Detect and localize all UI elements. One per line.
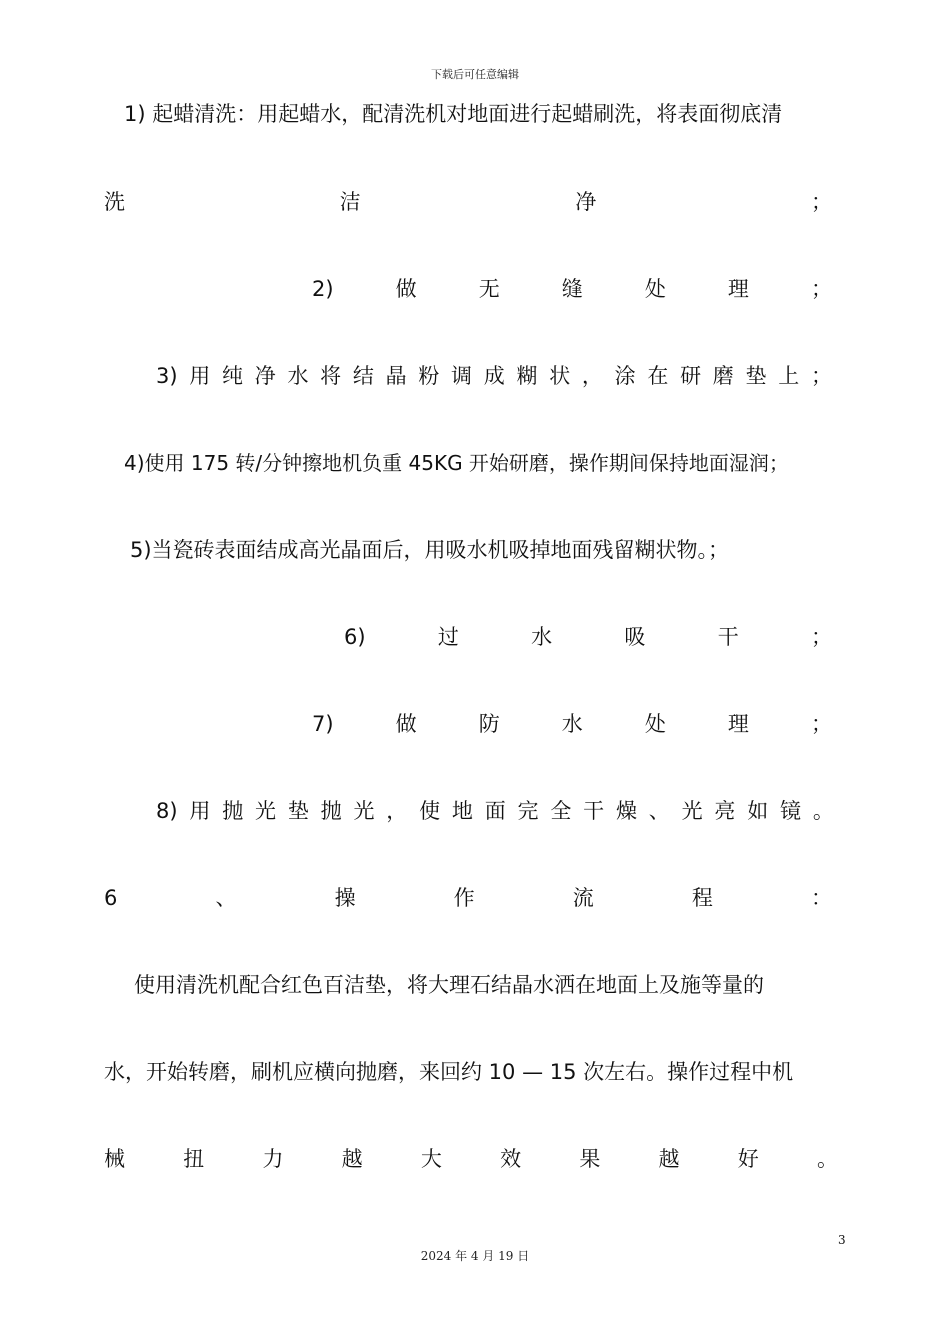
char: 磨 [712, 364, 734, 388]
char: 理 [727, 712, 749, 736]
char: 亮 [714, 799, 736, 823]
char: 成 [483, 364, 505, 388]
page-number: 3 [838, 1233, 846, 1247]
text-line-7 [344, 621, 832, 653]
char: 水 [287, 364, 309, 388]
text-line-2 [104, 186, 832, 218]
char: 程 [691, 886, 713, 910]
char: 在 [647, 364, 669, 388]
char: 好 [737, 1147, 759, 1171]
char: 完 [517, 799, 539, 823]
text-line-5: 4)使用 175 转/分钟擦地机负重 45KG 开始研磨，操作期间保持地面湿润； [124, 451, 789, 475]
char: ， [386, 799, 408, 823]
section-heading [104, 882, 832, 914]
char: 、 [215, 886, 237, 910]
char: 。 [812, 799, 834, 823]
char: 洗 [104, 190, 125, 214]
char: 、 [648, 799, 670, 823]
char: 纯 [222, 364, 243, 388]
char: 结 [352, 364, 374, 388]
text-line-3 [312, 273, 832, 305]
char: ； [810, 190, 832, 214]
char: 全 [550, 799, 572, 823]
char: 光 [681, 799, 703, 823]
text-line-8 [312, 708, 832, 740]
char: 效 [500, 1147, 522, 1171]
char: 吸 [624, 625, 646, 649]
char: 用 [189, 799, 211, 823]
char: 果 [579, 1147, 601, 1171]
char: 垫 [745, 364, 767, 388]
char: 将 [320, 364, 342, 388]
char: 力 [262, 1147, 284, 1171]
char: 越 [658, 1147, 680, 1171]
char: 涂 [614, 364, 636, 388]
char: 如 [747, 799, 769, 823]
char: 理 [727, 277, 749, 301]
char: ； [810, 712, 832, 736]
page-footer-date: 2024 年 4 月 19 日 [420, 1249, 530, 1263]
char: ； [810, 277, 832, 301]
char: 镜 [780, 799, 801, 823]
char: 干 [717, 625, 739, 649]
char: 干 [583, 799, 605, 823]
char: 光 [353, 799, 375, 823]
char: 光 [255, 799, 276, 823]
char: 防 [478, 712, 500, 736]
text-line-9 [156, 795, 834, 827]
char: 地 [451, 799, 473, 823]
char: 状 [549, 364, 571, 388]
text-line-1: 1) 起蜡清洗：用起蜡水，配清洗机对地面进行起蜡刷洗，将表面彻底清 [124, 102, 783, 126]
text-line-6: 5)当瓷砖表面结成高光晶面后，用吸水机吸掉地面残留糊状物。； [130, 538, 730, 562]
char: 6 [104, 886, 118, 910]
char: 研 [680, 364, 702, 388]
char: 糊 [516, 364, 538, 388]
char: 3) [156, 364, 178, 388]
char: ； [810, 364, 832, 388]
char: 净 [254, 364, 276, 388]
text-line-12: 水，开始转磨，刷机应横向抛磨，来回约 10 — 15 次左右。操作过程中机 [104, 1060, 794, 1084]
char: 使 [419, 799, 441, 823]
char: ： [810, 886, 832, 910]
char: ， [581, 364, 603, 388]
char: 大 [420, 1147, 442, 1171]
char: 晶 [385, 364, 407, 388]
char: 过 [437, 625, 459, 649]
char: 2) [312, 277, 334, 301]
char: 抛 [320, 799, 342, 823]
page-header: 下载后可任意编辑 [431, 68, 519, 81]
char: 越 [341, 1147, 363, 1171]
char: 械 [104, 1147, 125, 1171]
text-line-11: 使用清洗机配合红色百洁垫，将大理石结晶水洒在地面上及施等量的 [134, 973, 764, 997]
char: 缝 [561, 277, 583, 301]
char: 用 [189, 364, 211, 388]
text-line-4 [156, 360, 832, 392]
char: 水 [531, 625, 553, 649]
char: 。 [816, 1147, 838, 1171]
char: 流 [572, 886, 594, 910]
char: 上 [778, 364, 800, 388]
char: 处 [644, 277, 666, 301]
char: 燥 [615, 799, 637, 823]
char: 8) [156, 799, 178, 823]
char: 水 [561, 712, 583, 736]
char: 做 [395, 712, 417, 736]
char: ； [810, 625, 832, 649]
char: 垫 [287, 799, 309, 823]
char: 无 [478, 277, 500, 301]
char: 调 [451, 364, 473, 388]
char: 作 [453, 886, 475, 910]
char: 洁 [339, 190, 361, 214]
char: 操 [334, 886, 356, 910]
char: 扭 [183, 1147, 205, 1171]
char: 处 [644, 712, 666, 736]
char: 抛 [222, 799, 244, 823]
text-line-13 [104, 1143, 838, 1175]
char: 粉 [418, 364, 440, 388]
char: 7) [312, 712, 334, 736]
char: 6) [344, 625, 366, 649]
char: 面 [484, 799, 506, 823]
char: 做 [395, 277, 417, 301]
char: 净 [575, 190, 597, 214]
